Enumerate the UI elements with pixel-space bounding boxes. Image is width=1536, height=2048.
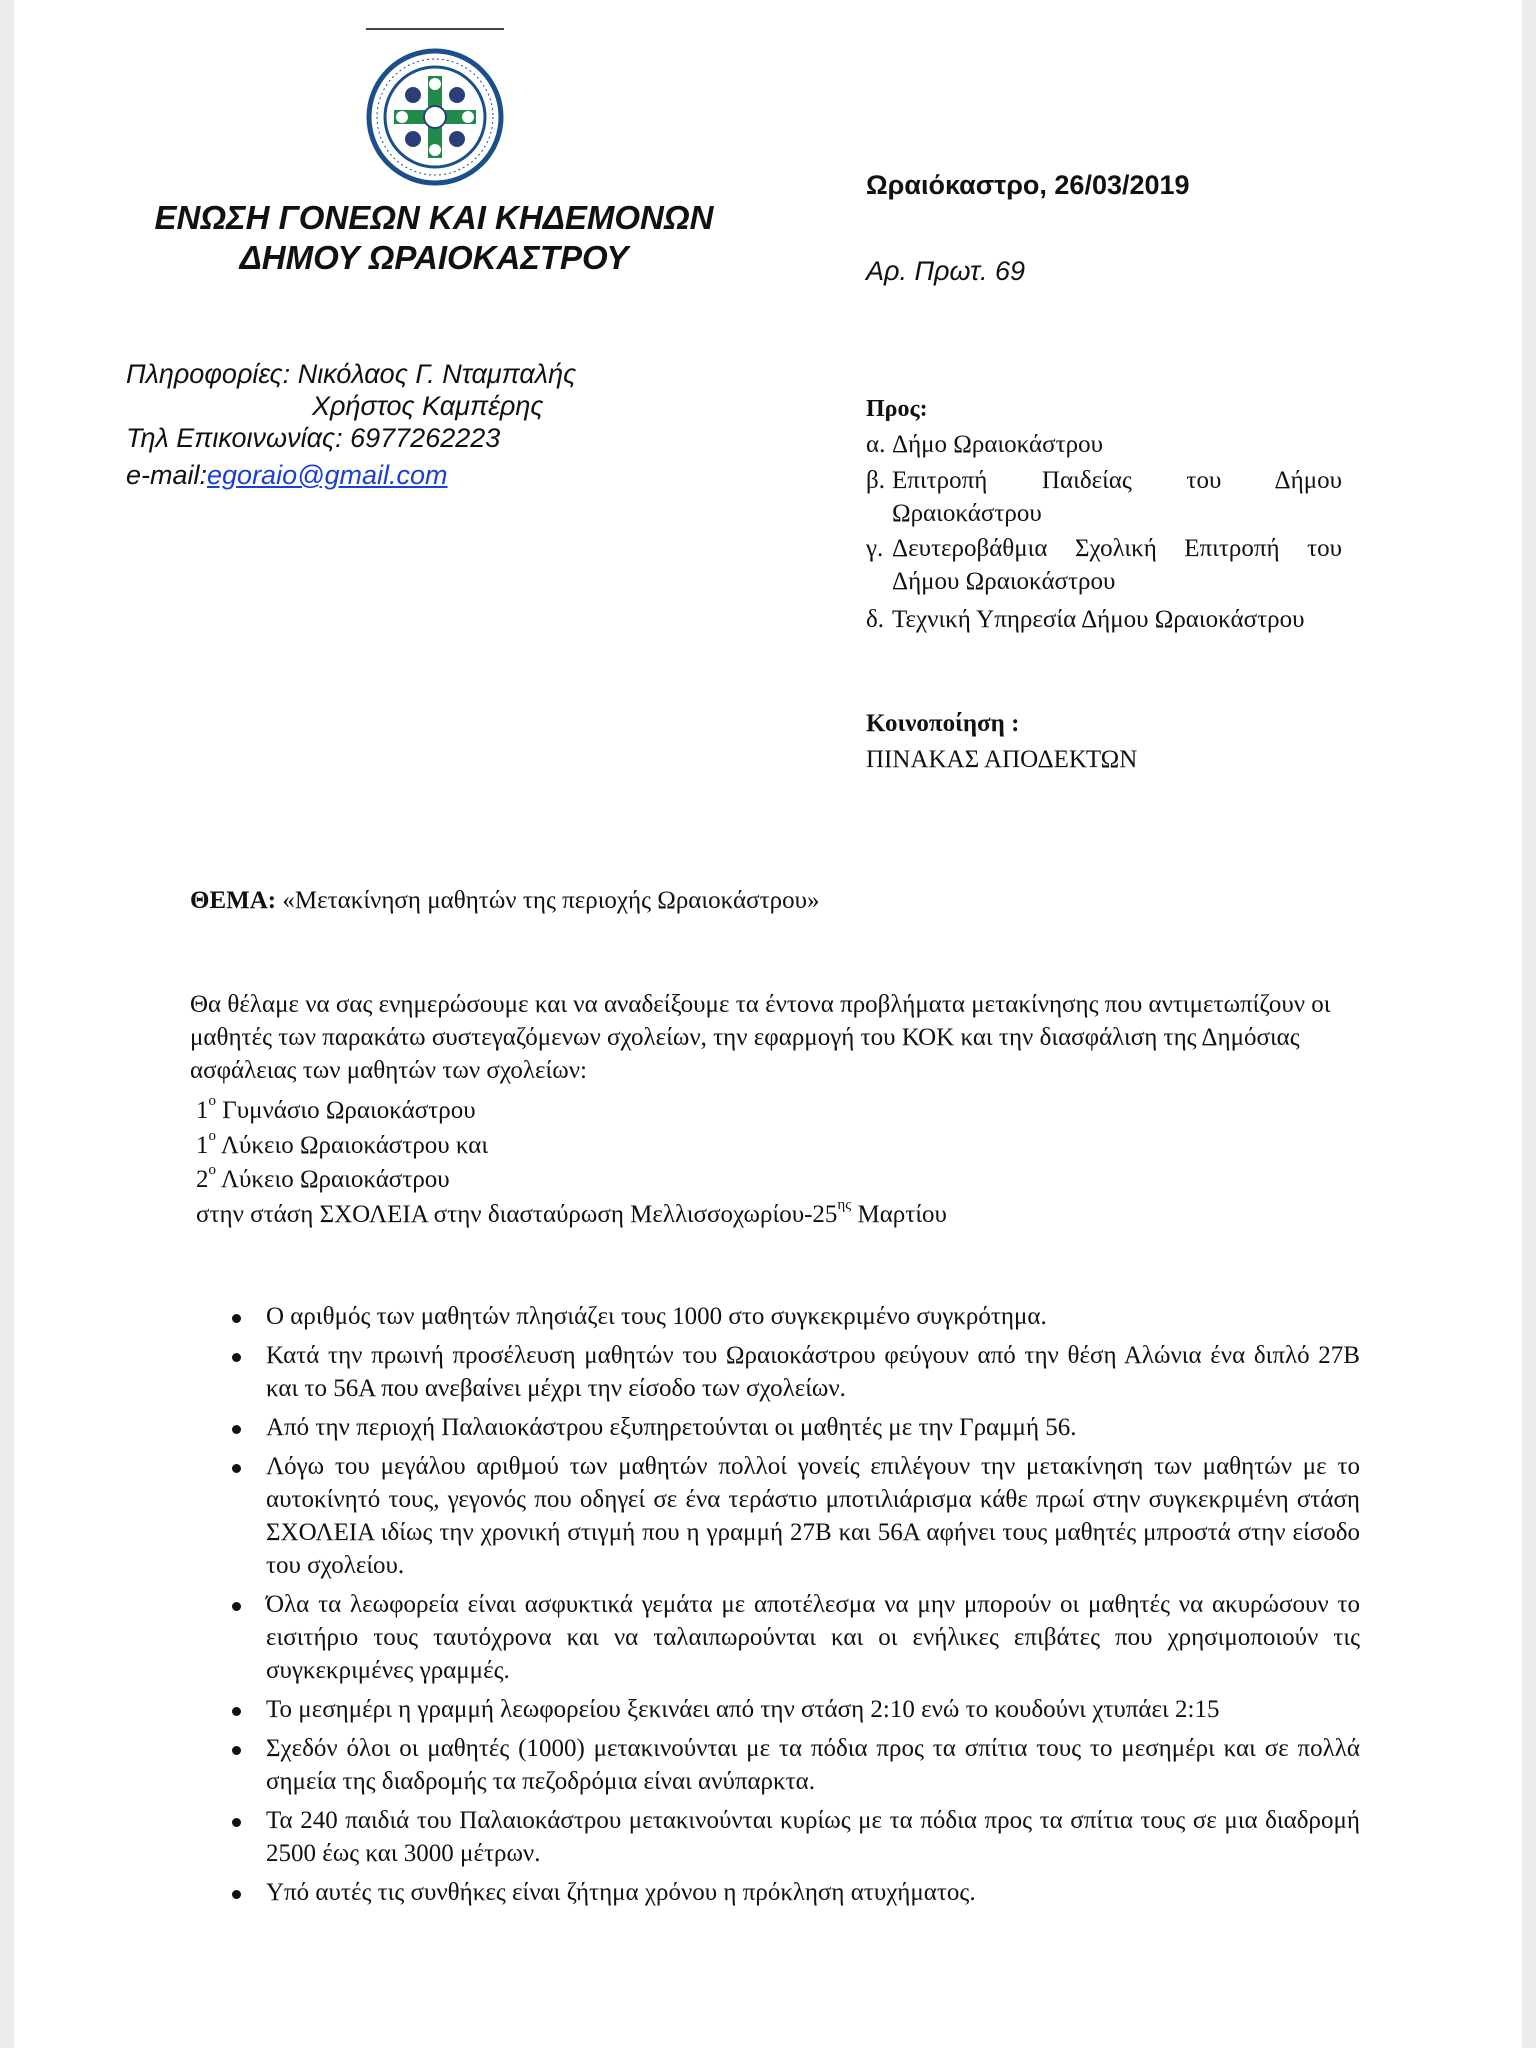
bullet-icon [232,1890,241,1899]
list-item [224,1804,1360,1870]
list-item-text: Κατά την πρωινή προσέλευση μαθητών του Ωραιοκάστρου φεύγουν από την θέση Αλώνια ένα διπλό 27Β και το 56Α που ανεβαίνει μέχρι την είσοδο των σχολείων. [266,1342,1360,1402]
school-number-suffix: ο [208,1128,216,1144]
list-item-text: Υπό αυτές τις συνθήκες είναι ζήτημα χρόνου η πρόκληση ατυχήματος. [266,1879,976,1906]
stop-location-text: στην στάση ΣΧΟΛΕΙΑ στην διασταύρωση Μελλισσοχωρίου-25 [196,1201,838,1228]
bullet-icon [232,1353,241,1362]
email-link[interactable]: egoraio@gmail.com [207,460,448,490]
recipient-item [866,532,1342,598]
letter-date: Ωραιόκαστρο, 26/03/2019 [866,170,1190,200]
bullet-icon [232,1602,241,1611]
stop-location-line [196,1197,947,1229]
recipient-text: Τεχνική Υπηρεσία Δήμου Ωραιοκάστρου [892,606,1305,633]
recipient-item [866,603,1342,636]
school-number-suffix: ο [208,1093,216,1109]
stop-location-suffix: ης [837,1197,852,1213]
list-item [224,1876,1360,1909]
school-number: 1 [196,1132,209,1159]
stop-location-month: Μαρτίου [851,1201,947,1228]
cc-text: ΠΙΝΑΚΑΣ ΑΠΟΔΕΚΤΩΝ [866,746,1138,773]
email-line [126,459,448,491]
organization-name [134,198,734,278]
list-item [224,1450,1360,1582]
recipients-heading: Προς: [866,396,928,422]
school-name: Λύκειο Ωραιοκάστρου [216,1166,450,1193]
list-item-text: Όλα τα λεωφορεία είναι ασφυκτικά γεμάτα με αποτέλεσμα να μην μπορούν οι μαθητές να ακυρώσουν το εισιτήριο τους ταυτόχρονα και να ταλαιπωρούνται και οι ενήλικες επιβάτες που χρησιμοποιούν τις συγκεκριμένες γραμμές. [266,1591,1360,1684]
school-name: Λύκειο Ωραιοκάστρου και [216,1132,489,1159]
bullet-icon [232,1818,241,1827]
bullet-icon [232,1425,241,1434]
recipient-item [866,464,1342,530]
association-logo [366,48,504,186]
list-item-text: Τα 240 παιδιά του Παλαιοκάστρου μετακινούνται κυρίως με τα πόδια προς τα σπίτια τους σε μια διαδρομή 2500 έως και 3000 μέτρων. [266,1807,1360,1867]
list-item [224,1588,1360,1687]
document-page [14,0,1522,2048]
school-line [196,1162,450,1194]
organization-name-line2: ΔΗΜΟΥ ΩΡΑΙΟΚΑΣΤΡΟΥ [239,239,629,276]
list-item-text: Σχεδόν όλοι οι μαθητές (1000) μετακινούνται με τα πόδια προς τα σπίτια τους το μεσημέρι και σε πολλά σημεία της διαδρομής τα πεζοδρόμια είναι ανύπαρκτα. [266,1735,1360,1795]
bullet-icon [232,1746,241,1755]
school-number: 1 [196,1097,209,1124]
organization-name-line1: ΕΝΩΣΗ ΓΟΝΕΩΝ ΚΑΙ ΚΗΔΕΜΟΝΩΝ [154,199,714,236]
subject-label: ΘΕΜΑ: [190,887,277,914]
subject-line [190,887,819,915]
cc-heading: Κοινοποίηση : [866,710,1020,737]
info-contact-second: Χρήστος Καμπέρης [312,391,544,421]
list-item-text: Ο αριθμός των μαθητών πλησιάζει τους 1000 στο συγκεκριμένο συγκρότημα. [266,1303,1047,1330]
email-label: e-mail: [126,460,208,490]
list-item [224,1732,1360,1798]
school-number-suffix: ο [208,1162,216,1178]
recipient-label: α. [866,431,886,458]
list-item-text: Το μεσημέρι η γραμμή λεωφορείου ξεκινάει από την στάση 2:10 ενώ το κουδούνι χτυπάει 2:15 [266,1696,1220,1723]
intro-paragraph: Θα θέλαμε να σας ενημερώσουμε και να αναδείξουμε τα έντονα προβλήματα μετακίνησης που αντιμετωπίζουν οι μαθητές των παρακάτω συστεγαζόμενων σχολείων, την εφαρμογή του ΚΟΚ και την διασφάλιση της Δημόσιας ασφάλειας των μαθητών των σχολείων: [190,991,1331,1084]
school-line [196,1093,476,1125]
list-item-text: Από την περιοχή Παλαιοκάστρου εξυπηρετούνται οι μαθητές με την Γραμμή 56. [266,1414,1077,1441]
school-line [196,1128,489,1160]
list-item [224,1339,1360,1405]
issues-list [224,1300,1360,1915]
bullet-icon [232,1707,241,1716]
list-item [224,1411,1360,1444]
logo-top-rule [366,28,504,30]
bullet-icon [232,1314,241,1323]
protocol-number: Αρ. Πρωτ. 69 [866,256,1026,286]
recipient-label: δ. [866,606,885,633]
recipient-item [866,428,1342,461]
school-name: Γυμνάσιο Ωραιοκάστρου [216,1097,476,1124]
list-item [224,1693,1360,1726]
recipient-text: Δήμο Ωραιοκάστρου [892,431,1104,458]
list-item-text: Λόγω του μεγάλου αριθμού των μαθητών πολλοί γονείς επιλέγουν την μετακίνηση των μαθητών με το αυτοκίνητό τους, γεγονός που οδηγεί σε ένα τεράστιο μποτιλιάρισμα κάθε πρωί στην συγκεκριμένη στάση ΣΧΟΛΕΙΑ ιδίως την χρονική στιγμή που η γραμμή 27Β και 56Α αφήνει τους μαθητές μπροστά στην είσοδο του σχολείου. [266,1453,1360,1579]
info-contacts: Πληροφορίες: Νικόλαος Γ. Νταμπαλής [126,359,577,389]
subject-text: «Μετακίνηση μαθητών της περιοχής Ωραιοκάστρου» [276,887,820,914]
school-number: 2 [196,1166,209,1193]
list-item [224,1300,1360,1333]
bullet-icon [232,1464,241,1473]
recipient-label: γ. [866,535,884,562]
recipient-text: Επιτροπή Παιδείας του Δήμου Ωραιοκάστρου [892,467,1342,527]
recipient-text: Δευτεροβάθμια Σχολική Επιτροπή του Δήμου Ωραιοκάστρου [892,535,1342,595]
phone-line: Τηλ Επικοινωνίας: 6977262223 [126,423,501,453]
recipient-label: β. [866,467,885,494]
